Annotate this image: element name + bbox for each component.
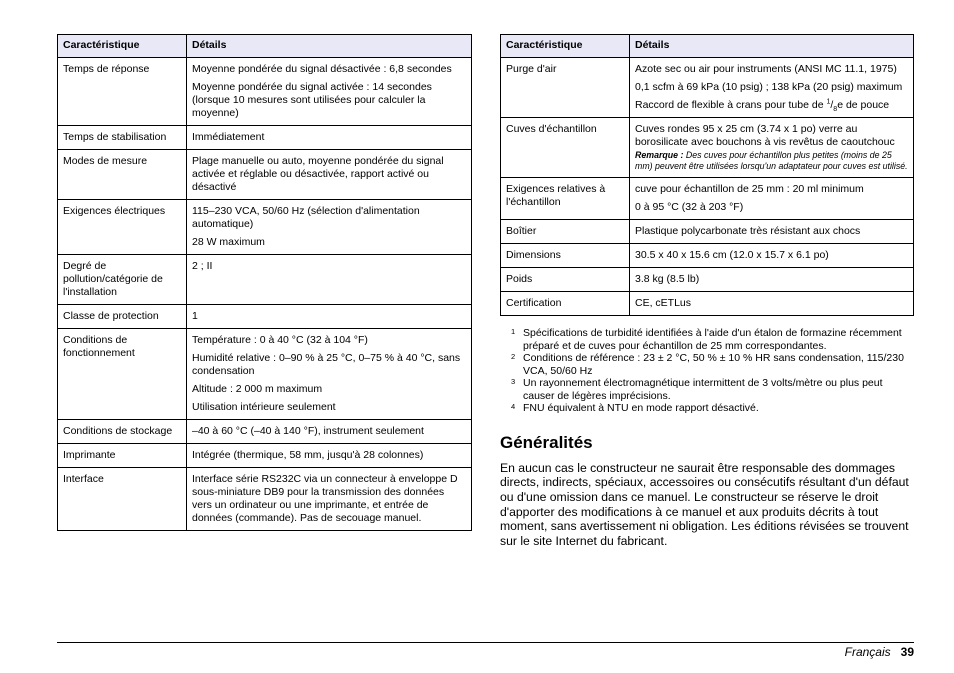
header-characteristic: Caractéristique (58, 35, 187, 58)
page-number: 39 (900, 645, 914, 659)
table-row (58, 58, 472, 126)
right-column (500, 34, 914, 549)
row-label: Classe de protection (58, 305, 187, 329)
table-header-row (58, 35, 472, 58)
row-details (187, 444, 472, 468)
table-row (501, 178, 914, 220)
detail-line: Moyenne pondérée du signal activée : 14 secondes (lorsque 10 mesures sont utilisées pour calculer la moyenne) (192, 81, 432, 119)
row-details (630, 58, 914, 118)
row-details (630, 268, 914, 292)
row-details (187, 200, 472, 255)
row-label: Interface (58, 468, 187, 531)
detail-line: Altitude : 2 000 m maximum (192, 383, 323, 395)
row-label: Certification (501, 292, 630, 316)
header-details: Détails (187, 35, 472, 58)
header-characteristic: Caractéristique (501, 35, 630, 58)
detail-line: Utilisation intérieure seulement (192, 401, 336, 413)
row-details (187, 150, 472, 200)
detail-line: Interface série RS232C via un connecteur à enveloppe D sous-miniature DB9 pour la transmission des données vers un ordinateur ou une imprimante, et entrée de données (commande). Pas de secouage manuel. (192, 473, 458, 524)
fitting-unit: e de pouce (837, 99, 890, 111)
detail-line: Intégrée (thermique, 58 mm, jusqu'à 28 colonnes) (192, 449, 424, 461)
row-label: Degré de pollution/catégorie de l'installation (58, 255, 187, 305)
footnote-text: Conditions de référence : 23 ± 2 °C, 50 % ± 10 % HR sans condensation, 115/230 VCA, 50/60 Hz (523, 352, 904, 377)
section-title: Généralités (500, 432, 593, 452)
row-label: Temps de stabilisation (58, 126, 187, 150)
header-details: Détails (630, 35, 914, 58)
table-header-row (501, 35, 914, 58)
detail-line: –40 à 60 °C (–40 à 140 °F), instrument seulement (192, 425, 424, 437)
footnote (500, 402, 914, 415)
table-row (58, 420, 472, 444)
table-row (58, 305, 472, 329)
footnotes (500, 327, 914, 415)
detail-line: Plage manuelle ou auto, moyenne pondérée du signal activée et réglable ou désactivée, rapport activé ou désactivé (192, 155, 444, 193)
detail-line: Moyenne pondérée du signal désactivée : 6,8 secondes (192, 63, 452, 75)
note-label: Remarque : (635, 150, 684, 160)
row-details (187, 468, 472, 531)
detail-line: 28 W maximum (192, 236, 265, 248)
table-row (58, 150, 472, 200)
footer-language: Français (844, 645, 891, 659)
detail-line: 115–230 VCA, 50/60 Hz (sélection d'alimentation automatique) (192, 205, 420, 230)
fitting-text: Raccord de flexible à crans pour tube de (635, 99, 827, 111)
footnote (500, 377, 914, 402)
table-row (58, 255, 472, 305)
row-label: Dimensions (501, 244, 630, 268)
detail-line: Plastique polycarbonate très résistant aux chocs (635, 225, 861, 237)
note (635, 150, 908, 172)
table-row (501, 244, 914, 268)
detail-line: 1 (192, 310, 198, 322)
row-details (630, 244, 914, 268)
row-details (187, 305, 472, 329)
row-label: Boîtier (501, 220, 630, 244)
footnote (500, 352, 914, 377)
detail-line: 2 ; II (192, 260, 213, 272)
footnote-text: FNU équivalent à NTU en mode rapport désactivé. (523, 402, 759, 414)
detail-line: 30.5 x 40 x 15.6 cm (12.0 x 15.7 x 6.1 po) (635, 249, 829, 261)
detail-line: CE, cETLus (635, 297, 692, 309)
footer-divider (57, 642, 914, 643)
table-row (58, 444, 472, 468)
row-label: Temps de réponse (58, 58, 187, 126)
footnote-number: 2 (511, 352, 516, 361)
row-details (187, 58, 472, 126)
detail-line: 0 à 95 °C (32 à 203 °F) (635, 201, 744, 213)
row-label: Purge d'air (501, 58, 630, 118)
detail-line: Raccord de flexible à crans pour tube de $^1/_8e$ de pouce (635, 98, 890, 114)
detail-line: Immédiatement (192, 131, 265, 143)
row-details (187, 420, 472, 444)
row-details (187, 126, 472, 150)
row-details (187, 255, 472, 305)
row-label: Modes de mesure (58, 150, 187, 200)
row-details (187, 329, 472, 420)
row-label: Exigences électriques (58, 200, 187, 255)
footnote (500, 327, 914, 352)
row-label: Cuves d'échantillon (501, 118, 630, 178)
fraction-numerator: 1 (826, 98, 831, 106)
row-label: Imprimante (58, 444, 187, 468)
left-spec-table (57, 34, 472, 531)
table-row (501, 292, 914, 316)
row-details (630, 220, 914, 244)
section-body: En aucun cas le constructeur ne saurait être responsable des dommages directs, indirects, spéciaux, accessoires ou consécutifs résultant d'un défaut ou d'une omission dans ce manuel. Le constructeur se réserve le droit d'apporter des modifications à ce manuel et aux produits décrits à tout moment, sans avertissement ni obligation. Les éditions révisées se trouvent sur le site Internet du fabricant. (500, 460, 909, 549)
detail-line: Cuves rondes 95 x 25 cm (3.74 x 1 po) verre au borosilicate avec bouchons à vis revêtus de caoutchouc (635, 123, 895, 148)
table-row (501, 268, 914, 292)
row-details (630, 292, 914, 316)
footnote-number: 4 (511, 402, 516, 411)
detail-line: 3.8 kg (8.5 lb) (635, 273, 700, 285)
row-label: Exigences relatives à l'échantillon (501, 178, 630, 220)
row-label: Conditions de fonctionnement (58, 329, 187, 420)
detail-line: cuve pour échantillon de 25 mm : 20 ml minimum (635, 183, 864, 195)
footnote-text: Un rayonnement électromagnétique intermittent de 3 volts/mètre ou plus peut causer de légères imprécisions. (523, 377, 883, 402)
table-row (58, 329, 472, 420)
left-column (57, 34, 472, 531)
note-text: Des cuves pour échantillon plus petites (moins de 25 mm) peuvent être utilisées lorsqu'un adaptateur pour cuves est utilisé. (635, 150, 908, 171)
right-spec-table (500, 34, 914, 316)
row-details (630, 178, 914, 220)
row-details (630, 118, 914, 178)
table-row (501, 58, 914, 118)
table-row (58, 468, 472, 531)
page-footer (845, 645, 914, 659)
table-row (58, 200, 472, 255)
table-row (501, 118, 914, 178)
table-row (58, 126, 472, 150)
footnote-number: 3 (511, 377, 516, 386)
table-row (501, 220, 914, 244)
detail-line: Humidité relative : 0–90 % à 25 °C, 0–75 % à 40 °C, sans condensation (192, 352, 461, 377)
fraction-denominator: 8 (833, 106, 838, 114)
row-label: Poids (501, 268, 630, 292)
footnote-text: Spécifications de turbidité identifiées à l'aide d'un étalon de formazine récemment préparé et de cuves pour échantillon de 25 mm correspondantes. (523, 327, 902, 352)
row-label: Conditions de stockage (58, 420, 187, 444)
detail-line: Azote sec ou air pour instruments (ANSI MC 11.1, 1975) (635, 63, 897, 75)
footnote-number: 1 (511, 327, 516, 336)
detail-line: Température : 0 à 40 °C (32 à 104 °F) (192, 334, 368, 346)
detail-line: 0,1 scfm à 69 kPa (10 psig) ; 138 kPa (20 psig) maximum (635, 81, 903, 93)
